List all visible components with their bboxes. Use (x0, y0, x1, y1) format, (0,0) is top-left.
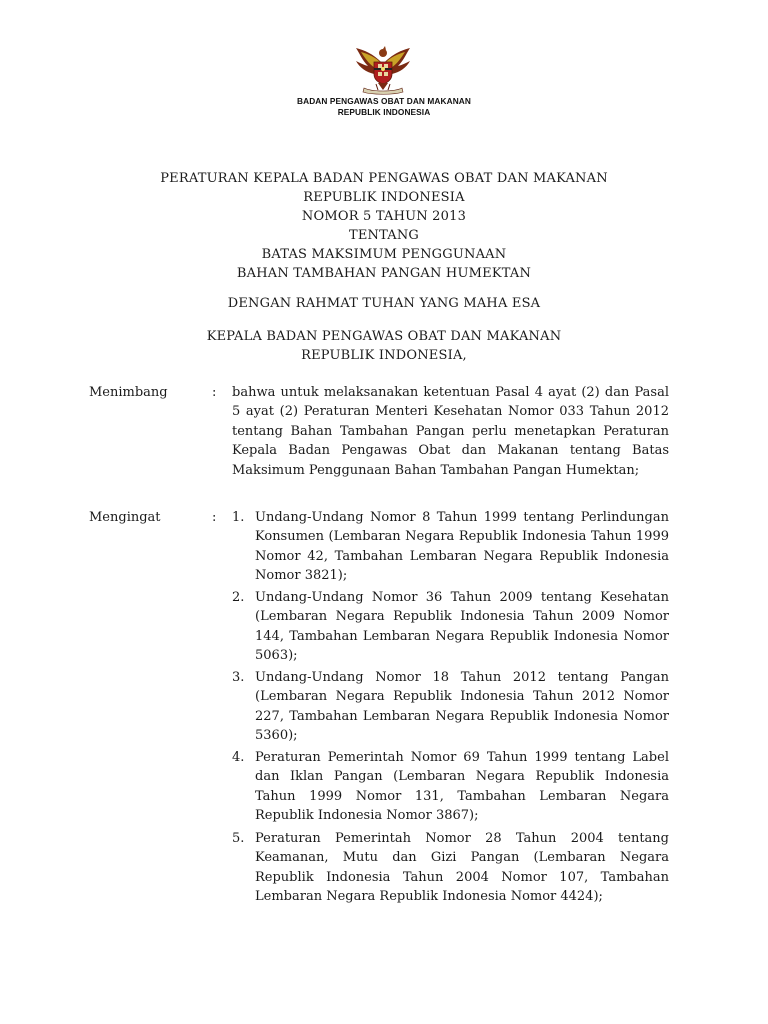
list-item: Peraturan Pemerintah Nomor 28 Tahun 2004 tentang Keamanan, Mutu dan Gizi Pangan (Lembaran Negara Republik Indonesia Tahun 2004 Nomor 107, Tambahan Lembaran Negara Republik Indonesia Nomor 4424); (255, 831, 669, 905)
menimbang-label: Menimbang (89, 385, 168, 400)
invocation: DENGAN RAHMAT TUHAN YANG MAHA ESA (227, 296, 541, 311)
mengingat-colon: : (212, 510, 217, 525)
list-item: Undang-Undang Nomor 8 Tahun 1999 tentang Perlindungan Konsumen (Lembaran Negara Republik Indonesia Tahun 1999 Nomor 42, Tambahan Lembaran Negara Republik Indonesia Nomor 3821); (255, 510, 669, 584)
title-line-5: BATAS MAKSIMUM PENGGUNAAN (261, 247, 507, 262)
authority-line-1: KEPALA BADAN PENGAWAS OBAT DAN MAKANAN (206, 329, 562, 344)
list-item: Undang-Undang Nomor 18 Tahun 2012 tentang Pangan (Lembaran Negara Republik Indonesia Tahun 2012 Nomor 227, Tambahan Lembaran Negara Republik Indonesia Nomor 5360); (255, 670, 669, 744)
mengingat-label: Mengingat (89, 510, 161, 525)
title-line-6: BAHAN TAMBAHAN PANGAN HUMEKTAN (236, 266, 532, 281)
authority-line-2: REPUBLIK INDONESIA, (301, 348, 467, 363)
agency-country: REPUBLIK INDONESIA (337, 107, 431, 117)
menimbang-colon: : (212, 385, 217, 400)
title-line-2: REPUBLIK INDONESIA (303, 190, 465, 205)
garuda-emblem-icon (348, 44, 418, 96)
list-item-number: 3. (232, 670, 245, 685)
list-item-number: 2. (232, 590, 245, 605)
list-item-number: 5. (232, 831, 245, 846)
list-item: Undang-Undang Nomor 36 Tahun 2009 tentang Kesehatan (Lembaran Negara Republik Indonesia Tahun 2009 Nomor 144, Tambahan Lembaran Negara Republik Indonesia Nomor 5063); (255, 590, 669, 664)
title-line-4: TENTANG (348, 228, 420, 243)
menimbang-text: bahwa untuk melaksanakan ketentuan Pasal 4 ayat (2) dan Pasal 5 ayat (2) Peraturan Menteri Kesehatan Nomor 033 Tahun 2012 tentang Bahan Tambahan Pangan perlu menetapkan Peraturan Kepala Badan Pengawas Obat dan Makanan tentang Batas Maksimum Penggunaan Bahan Tambahan Pangan Humektan; (232, 385, 669, 478)
list-item-number: 1. (232, 510, 245, 525)
regulation-title (0, 169, 768, 365)
agency-name: BADAN PENGAWAS OBAT DAN MAKANAN (297, 96, 471, 106)
list-item-number: 4. (232, 750, 245, 765)
list-item: Peraturan Pemerintah Nomor 69 Tahun 1999 tentang Label dan Iklan Pangan (Lembaran Negara Republik Indonesia Tahun 1999 Nomor 131, Tambahan Lembaran Negara Republik Indonesia Nomor 3867); (255, 750, 669, 824)
title-line-3: NOMOR 5 TAHUN 2013 (301, 209, 467, 224)
title-line-1: PERATURAN KEPALA BADAN PENGAWAS OBAT DAN MAKANAN (160, 171, 608, 186)
